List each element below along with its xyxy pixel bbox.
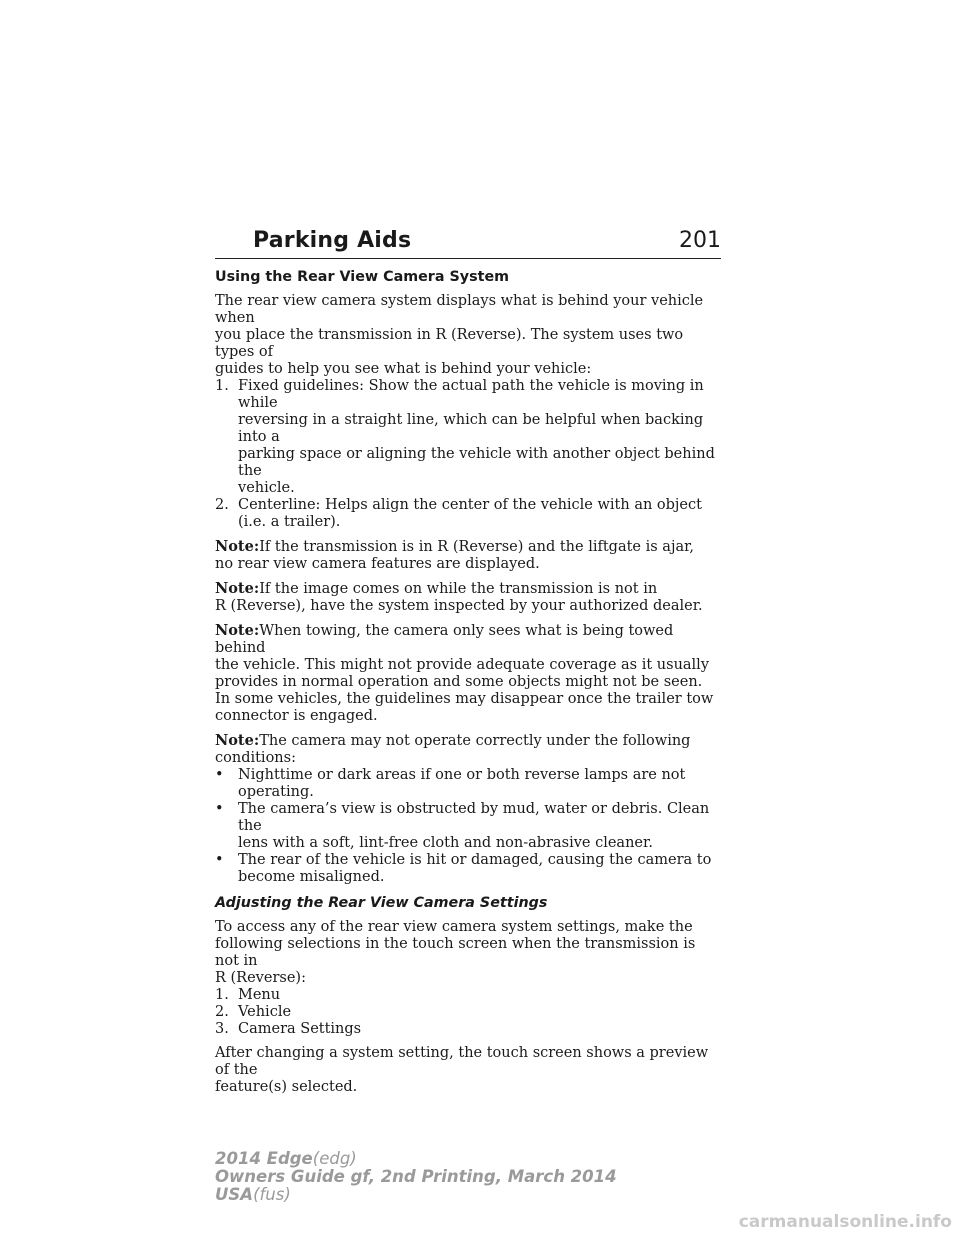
watermark: carmanualsonline.info	[738, 1212, 952, 1232]
note-liftgate: Note:If the transmission is in R (Reverse) and the liftgate is ajar, no rear view camera features are displayed.	[215, 538, 695, 572]
list-item: 3. Camera Settings	[215, 1021, 362, 1037]
page-number: 201	[679, 228, 721, 253]
list-item: 1. Fixed guidelines: Show the actual path the vehicle is moving in while reversing in a straight line, which can be helpful when backing into a parking space or aligning the vehicle with another object behind the vehicle.	[215, 378, 715, 496]
manual-page	[215, 0, 721, 1242]
list-item: 2. Centerline: Helps align the center of the vehicle with an object (i.e. a trailer).	[215, 497, 702, 530]
page-body	[215, 268, 721, 1103]
note-towing: Note:When towing, the camera only sees what is being towed behind the vehicle. This might not provide adequate coverage as it usually provides in normal operation and some objects might not be seen. In some vehicles, the guidelines may disappear once the trailer tow connector is engaged.	[215, 622, 714, 724]
heading-rear-view-camera-system: Using the Rear View Camera System	[215, 269, 510, 285]
list-item: 1. Menu	[215, 987, 281, 1003]
conditions-list	[215, 767, 721, 886]
footer-line-printing: Owners Guide gf, 2nd Printing, March 2014	[215, 1167, 617, 1186]
intro-paragraph: The rear view camera system displays what is behind your vehicle when you place the transmission in R (Reverse). The system uses two types of guides to help you see what is behind your vehicle:	[215, 293, 704, 377]
note-conditions: Note:The camera may not operate correctly under the following conditions:	[215, 732, 691, 766]
footer-line-region: USA(fus)	[215, 1185, 291, 1204]
footer-line-model: 2014 Edge(edg)	[215, 1149, 357, 1168]
section-title: Parking Aids	[253, 228, 412, 253]
page-header	[215, 228, 721, 259]
list-item: • The rear of the vehicle is hit or damaged, causing the camera to become misaligned.	[215, 852, 712, 885]
heading-camera-settings: Adjusting the Rear View Camera Settings	[215, 895, 548, 911]
list-item: 2. Vehicle	[215, 1004, 292, 1020]
steps-list	[215, 987, 721, 1038]
closing-paragraph: After changing a system setting, the touch screen shows a preview of the feature(s) selected.	[215, 1045, 709, 1095]
page-footer	[215, 1150, 617, 1204]
list-item: • The camera’s view is obstructed by mud, water or debris. Clean the lens with a soft, lint-free cloth and non-abrasive cleaner.	[215, 801, 710, 851]
guides-list	[215, 378, 721, 531]
list-item: • Nighttime or dark areas if one or both reverse lamps are not operating.	[215, 767, 686, 800]
note-image: Note:If the image comes on while the transmission is not in R (Reverse), have the system inspected by your authorized dealer.	[215, 580, 703, 614]
settings-intro: To access any of the rear view camera system settings, make the following selections in the touch screen when the transmission is not in R (Reverse):	[215, 919, 696, 986]
